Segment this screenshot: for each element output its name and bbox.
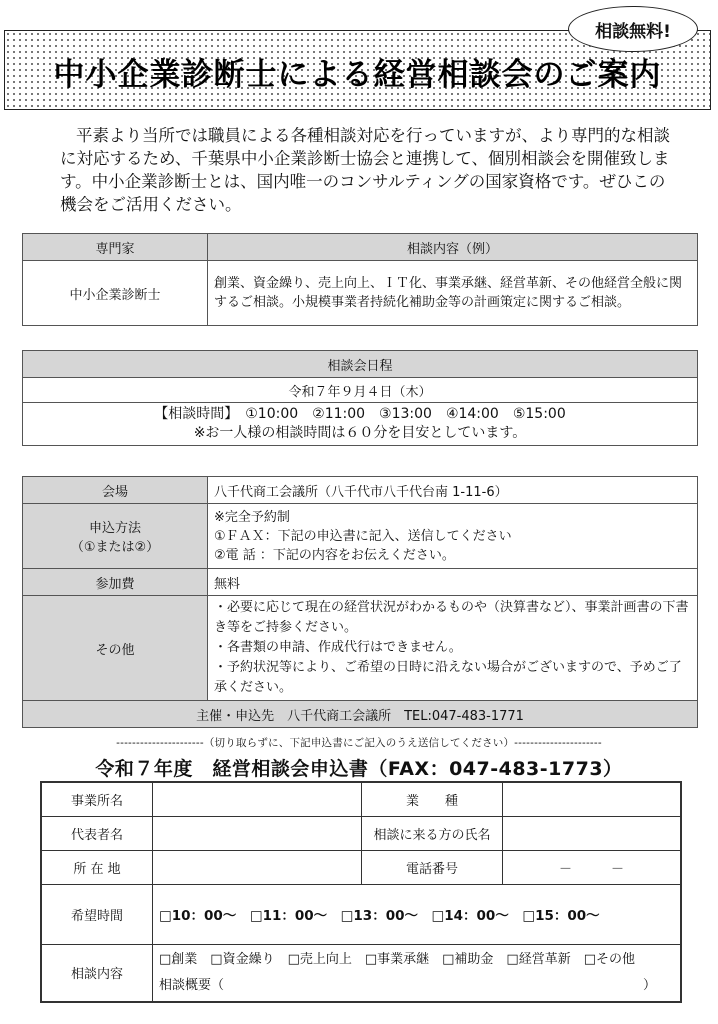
expert-table xyxy=(22,233,698,326)
schedule-date: 令和７年９月４日（木） xyxy=(23,378,698,403)
cut-line: ----------------------（切り取らずに、下記申込書にご記入のうえ送信してください）---------------------- xyxy=(116,737,602,749)
summary-end: ） xyxy=(642,977,656,993)
apply-line-2: ①ＦＡＸ：下記の申込書に記入、送信してください xyxy=(214,528,512,544)
expert-header: 専門家 xyxy=(23,234,208,261)
info-table xyxy=(22,476,698,728)
apply-line-1: ※完全予約制 xyxy=(214,509,290,525)
form-title: 令和７年度 経営相談会申込書（FAX：047-483-1773） xyxy=(95,758,623,780)
venue-label: 会場 xyxy=(23,477,208,504)
visitor-field[interactable] xyxy=(503,816,682,850)
content-cell: 創業、資金繰り、売上向上、ＩＴ化、事業承継、経営革新、その他経営全般に関するご相談。小規模事業者持続化補助金等の計画策定に関するご相談。 xyxy=(208,261,698,326)
page-title: 中小企業診断士による経営相談会のご案内 xyxy=(53,57,662,93)
time-options[interactable]: □10：00～ □11：00～ □13：00～ □14：00～ □15：00～ xyxy=(153,884,682,944)
office-field[interactable] xyxy=(153,782,362,816)
time-label: 希望時間 xyxy=(41,884,153,944)
content-header: 相談内容（例） xyxy=(208,234,698,261)
venue-value: 八千代商工会議所（八千代市八千代台南 1-11-6） xyxy=(208,477,698,504)
rep-field[interactable] xyxy=(153,816,362,850)
content-options[interactable]: □創業 □資金繰り □売上向上 □事業承継 □補助金 □経営革新 □その他 xyxy=(159,951,635,967)
other-line-2: ・各書類の申請、作成代行はできません。 xyxy=(214,640,462,655)
other-line-3: ・予約状況等により、ご希望の日時に沿えない場合がございますので、予めご了承ください。 xyxy=(214,660,682,695)
intro-text: 平素より当所では職員による各種相談対応を行っていますが、より専門的な相談に対応するため、千葉県中小企業診断士協会と連携して、個別相談会を開催致します。中小企業診断士とは、国内唯一のコンサルティングの国家資格です。ぜひこの機会をご活用ください。 xyxy=(60,126,670,214)
free-badge: 相談無料! xyxy=(568,6,698,52)
other-line-1: ・必要に応じて現在の経営状況がわかるものや（決算書など）、事業計画書の下書き等をご持参ください。 xyxy=(214,600,689,635)
content-label: 相談内容 xyxy=(41,944,153,1002)
schedule-header: 相談会日程 xyxy=(23,351,698,378)
phone-label: 電話番号 xyxy=(362,850,503,884)
industry-label: 業 種 xyxy=(362,782,503,816)
organizer-footer: 主催・申込先 八千代商工会議所 TEL:047-483-1771 xyxy=(23,701,698,728)
fee-value: 無料 xyxy=(208,569,698,596)
schedule-times: 【相談時間】 ①10:00 ②11:00 ③13:00 ④14:00 ⑤15:00 xyxy=(154,406,566,422)
expert-cell: 中小企業診断士 xyxy=(23,261,208,326)
apply-label: 申込方法 xyxy=(88,521,141,536)
other-label: その他 xyxy=(23,596,208,701)
industry-field[interactable] xyxy=(503,782,682,816)
office-label: 事業所名 xyxy=(41,782,153,816)
schedule-table xyxy=(22,350,698,446)
application-form xyxy=(40,781,682,1003)
apply-line-3: ②電 話 ：下記の内容をお伝えください。 xyxy=(214,547,455,563)
summary-label: 相談概要（ xyxy=(159,977,225,993)
phone-field[interactable]: － － xyxy=(503,850,682,884)
schedule-note: ※お一人様の相談時間は６０分を目安としています。 xyxy=(193,425,527,441)
rep-label: 代表者名 xyxy=(41,816,153,850)
apply-sub: （①または②） xyxy=(70,540,160,555)
intro-paragraph xyxy=(60,124,670,216)
address-field[interactable] xyxy=(153,850,362,884)
address-label: 所 在 地 xyxy=(41,850,153,884)
visitor-label: 相談に来る方の氏名 xyxy=(362,816,503,850)
fee-label: 参加費 xyxy=(23,569,208,596)
